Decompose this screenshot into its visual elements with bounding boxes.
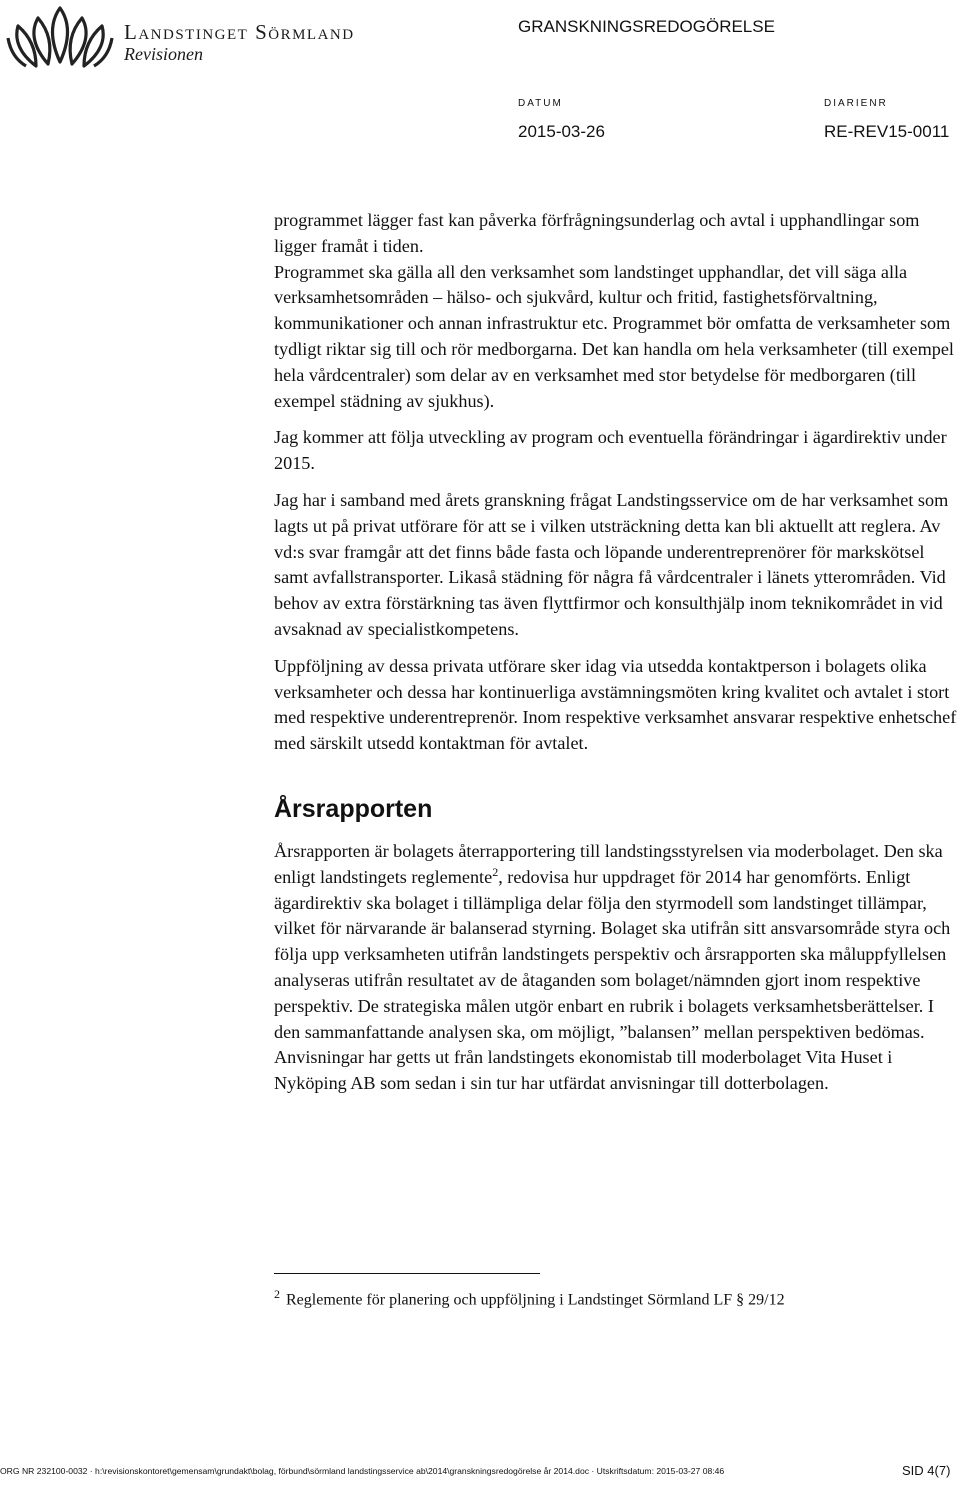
- footnote: [274, 1287, 785, 1309]
- organization-department: Revisionen: [124, 44, 203, 64]
- lotus-emblem-icon: [6, 4, 114, 68]
- paragraph-2: Programmet ska gälla all den verksamhet som landstinget upphandlar, det vill säga alla verksamhetsområden – hälso- och sjukvård, kultur och fritid, fastighetsförvaltning, kommunikationer och annan infrastruktur etc. Programmet bör omfatta de verksamheter som tydligt riktar sig till och rör medborgarna. Det kan handla om hela verksamheter (till exempel hela vårdcentraler) som delar av en verksamhet med stor betydelse för medborgaren (till exempel städning av sjukhus).: [274, 261, 954, 411]
- paragraph-3: Jag kommer att följa utveckling av program och eventuella förändringar i ägardirektiv under 2015.: [274, 427, 947, 474]
- paragraph-6: [274, 839, 960, 1097]
- paragraph-5: Uppföljning av dessa privata utförare sker idag via utsedda kontaktperson i bolagets olika verksamheter och dessa har kontinuerliga avstämningsmöten kring kvalitet och avtalet i stort med respektive underentreprenör. Inom respektive verksamhet ansvarar respektive enhetschef med särskilt utsedd kontaktman för avtalet.: [274, 655, 957, 754]
- paragraph-4: Jag har i samband med årets granskning frågat Landstingsservice om de har verksamhet som lagts ut på privat utförare för att se i vilken utsträckning detta kan bli aktuellt att reglera. Av vd:s svar framgår att det finns både fasta och löpande underentreprenörer för markskötsel samt avfallstransporter. Likaså städning för några få vårdcentraler i länets ytterområden. Vid behov av extra förstärkning tas även flyttfirmor och konsulthjälp inom teknikområdet in vid avsaknad av specialistkompetens.: [274, 489, 949, 639]
- date-value: 2015-03-26: [518, 122, 605, 141]
- reference-label: DIARIENR: [824, 98, 888, 109]
- footer-info: ORG NR 232100-0032 · h:\revisionskontoret\gemensam\grundakt\bolag, förbund\sörmland landstingsservice ab\2014\granskningsredogörelse år 2014.doc · Utskriftsdatum: 2015-03-27 08:46: [0, 1466, 725, 1476]
- page-number: SID 4(7): [902, 1463, 951, 1478]
- landstinget-logo: [6, 4, 114, 68]
- date-label: DATUM: [518, 98, 563, 109]
- footnote-number: 2: [274, 1287, 280, 1301]
- document-type: GRANSKNINGSREDOGÖRELSE: [518, 17, 775, 36]
- footnote-separator: [274, 1273, 540, 1274]
- footnote-reference[interactable]: 2: [492, 864, 499, 879]
- document-body: [274, 208, 960, 1108]
- paragraph-6-start: Årsrapporten är bolagets återrapportering till landstingsstyrelsen via moderbolaget. Den ska enligt landstingets reglemente: [274, 840, 943, 887]
- reference-value: RE-REV15-0011: [824, 122, 950, 141]
- paragraph-6-end: , redovisa hur uppdraget för 2014 har genomförts. Enligt ägardirektiv ska bolaget i tillämpliga delar följa den styrmodell som landstinget tillämpar, vilket för närvarande är balanserad styrning. Bolaget ska utifrån sitt ansvarsområde styra och följa upp verksamheten utifrån landstingets perspektiv och årsrapporten ska måluppfyllelsen analyseras utifrån resultatet av de åtaganden som bolaget/nämnden gjort inom respektive perspektiv. De strategiska målen utgör enbart en rubrik i bolagets verksamhetsberättelser. I den sammanfattande analysen ska, om möjligt, ”balansen” mellan perspektiven bedömas. Anvisningar har getts ut från landstingets ekonomistab till moderbolaget Vita Huset i Nyköping AB som sedan i sin tur har utfärdat anvisningar till dotterbolagen.: [274, 866, 951, 1094]
- footnote-text: Reglemente för planering och uppföljning i Landstinget Sörmland LF § 29/12: [286, 1291, 785, 1309]
- paragraph-1: programmet lägger fast kan påverka förfrågningsunderlag och avtal i upphandlingar som ligger framåt i tiden.: [274, 210, 920, 256]
- organization-name: Landstinget Sörmland: [124, 20, 355, 44]
- section-heading: Årsrapporten: [274, 794, 433, 823]
